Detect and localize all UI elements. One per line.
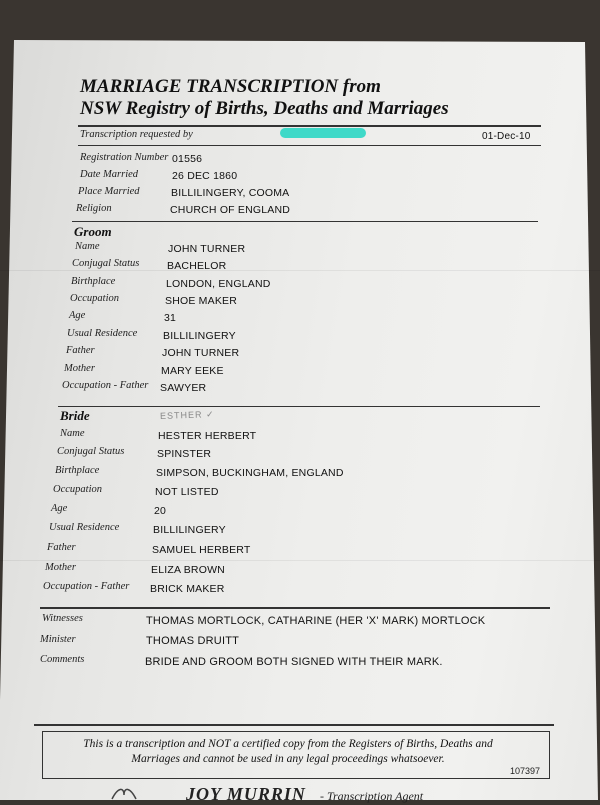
bride-father-occupation-value: BRICK MAKER bbox=[150, 583, 225, 595]
disclaimer-line-2: Marriages and cannot be used in any legal proceedings whatsoever. bbox=[131, 753, 445, 765]
groom-name-value: JOHN TURNER bbox=[168, 243, 246, 255]
place-married-label: Place Married bbox=[78, 186, 140, 197]
bride-conjugal-status-label: Conjugal Status bbox=[57, 446, 125, 457]
groom-father-label: Father bbox=[66, 345, 95, 356]
groom-occupation-label: Occupation bbox=[70, 293, 119, 304]
transcription-date: 01-Dec-10 bbox=[482, 131, 531, 142]
divider bbox=[34, 724, 554, 726]
groom-usual-residence-value: BILLILINGERY bbox=[163, 330, 236, 342]
witnesses-label: Witnesses bbox=[42, 613, 83, 624]
registration-number-label: Registration Number bbox=[80, 152, 169, 163]
groom-usual-residence-label: Usual Residence bbox=[67, 328, 138, 339]
groom-mother-label: Mother bbox=[64, 363, 95, 374]
bride-name-value: HESTER HERBERT bbox=[158, 430, 257, 442]
divider bbox=[78, 145, 541, 146]
divider bbox=[40, 607, 550, 609]
title-line-1: MARRIAGE TRANSCRIPTION from bbox=[80, 76, 381, 97]
groom-name-label: Name bbox=[75, 241, 100, 252]
bride-name-label: Name bbox=[60, 428, 85, 439]
place-married-value: BILLILINGERY, COOMA bbox=[171, 187, 290, 199]
groom-birthplace-value: LONDON, ENGLAND bbox=[166, 278, 271, 290]
redaction-mark bbox=[280, 128, 366, 138]
bride-birthplace-value: SIMPSON, BUCKINGHAM, ENGLAND bbox=[156, 467, 344, 479]
disclaimer-text bbox=[48, 737, 528, 767]
divider bbox=[72, 221, 538, 222]
groom-birthplace-label: Birthplace bbox=[71, 276, 116, 287]
groom-age-value: 31 bbox=[164, 312, 177, 324]
bride-age-label: Age bbox=[51, 503, 68, 514]
bride-usual-residence-label: Usual Residence bbox=[49, 522, 120, 533]
groom-conjugal-status-label: Conjugal Status bbox=[72, 258, 140, 269]
fold-line bbox=[0, 270, 600, 271]
groom-father-value: JOHN TURNER bbox=[162, 347, 240, 359]
bride-heading: Bride bbox=[60, 408, 90, 423]
bride-occupation-value: NOT LISTED bbox=[155, 486, 219, 498]
bride-father-occupation-label: Occupation - Father bbox=[43, 581, 130, 592]
groom-father-occupation-value: SAWYER bbox=[160, 382, 207, 394]
groom-mother-value: MARY EEKE bbox=[161, 365, 224, 377]
registration-number-value: 01556 bbox=[172, 153, 203, 165]
bride-occupation-label: Occupation bbox=[53, 484, 102, 495]
agent-name: JOY MURRIN bbox=[186, 784, 306, 804]
bride-age-value: 20 bbox=[154, 505, 167, 517]
bride-father-value: SAMUEL HERBERT bbox=[152, 544, 251, 556]
comments-label: Comments bbox=[40, 654, 85, 665]
fold-line bbox=[0, 560, 600, 561]
bride-conjugal-status-value: SPINSTER bbox=[157, 448, 212, 460]
minister-value: THOMAS DRUITT bbox=[146, 635, 240, 647]
date-married-value: 26 DEC 1860 bbox=[172, 170, 238, 182]
groom-age-label: Age bbox=[69, 310, 86, 321]
groom-father-occupation-label: Occupation - Father bbox=[62, 380, 149, 391]
bride-usual-residence-value: BILLILINGERY bbox=[153, 524, 226, 536]
groom-occupation-value: SHOE MAKER bbox=[165, 295, 238, 307]
disclaimer-line-1: This is a transcription and NOT a certified copy from the Registers of Births, Deaths and bbox=[83, 738, 493, 750]
bride-birthplace-label: Birthplace bbox=[55, 465, 100, 476]
agent-role: - Transcription Agent bbox=[320, 789, 424, 803]
groom-conjugal-status-value: BACHELOR bbox=[167, 260, 227, 272]
title-line-2: NSW Registry of Births, Deaths and Marriages bbox=[80, 98, 449, 119]
minister-label: Minister bbox=[40, 634, 76, 645]
reference-number: 107397 bbox=[510, 766, 541, 776]
religion-value: CHURCH OF ENGLAND bbox=[170, 204, 291, 216]
agent-logo-icon bbox=[110, 785, 138, 803]
date-married-label: Date Married bbox=[80, 169, 139, 180]
witnesses-value: THOMAS MORTLOCK, CATHARINE (HER 'X' MARK) MORTLOCK bbox=[146, 615, 486, 627]
comments-value: BRIDE AND GROOM BOTH SIGNED WITH THEIR MARK. bbox=[145, 656, 443, 668]
divider bbox=[58, 406, 540, 407]
handwritten-annotation: ESTHER ✓ bbox=[159, 409, 215, 421]
bride-mother-label: Mother bbox=[45, 562, 76, 573]
bride-mother-value: ELIZA BROWN bbox=[151, 564, 225, 576]
religion-label: Religion bbox=[76, 203, 112, 214]
groom-heading: Groom bbox=[74, 224, 112, 239]
requested-by-label: Transcription requested by bbox=[80, 129, 193, 140]
divider bbox=[78, 125, 541, 127]
bride-father-label: Father bbox=[47, 542, 76, 553]
